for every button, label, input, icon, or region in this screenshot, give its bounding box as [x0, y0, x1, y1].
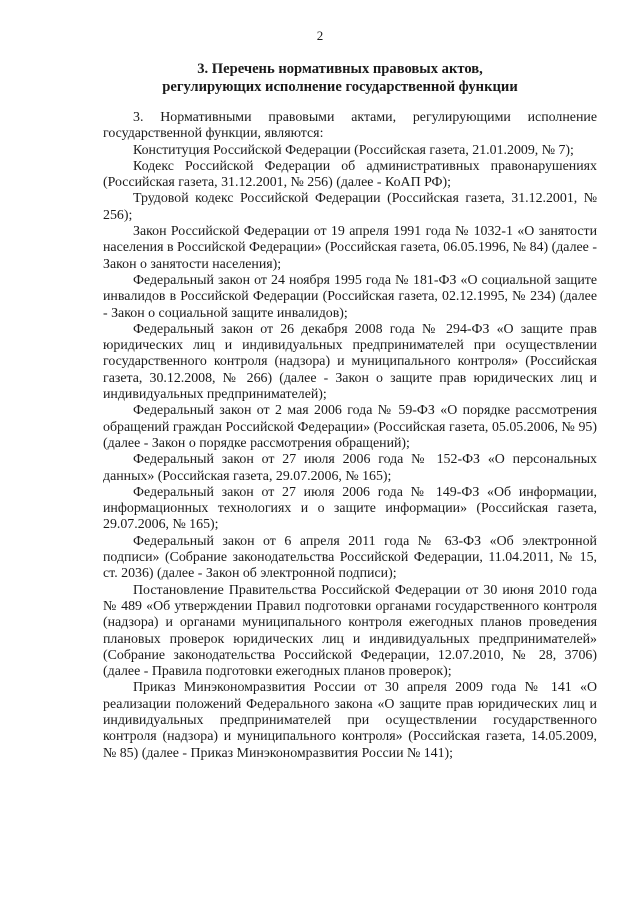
paragraph: 3. Нормативными правовыми актами, регулирующими исполнение государственной функции, являются:: [103, 110, 597, 142]
section-heading-line-1: 3. Перечень нормативных правовых актов,: [197, 61, 483, 77]
section-heading: [80, 60, 600, 96]
paragraph: Федеральный закон от 2 мая 2006 года № 59-ФЗ «О порядке рассмотрения обращений граждан Российской Федерации» (Российская газета, 05.05.2006, № 95) (далее - Закон о порядке рассмотрения обращений);: [103, 403, 597, 451]
paragraph: Постановление Правительства Российской Федерации от 30 июня 2010 года № 489 «Об утверждении Правил подготовки органами государственного контроля (надзора) и органами муниципального контроля ежегодных планов проведения плановых проверок юридических лиц и индивидуальных предпринимателей» (Собрание законодательства Российской Федерации, 12.07.2010, № 28, 3706) (далее - Правила подготовки ежегодных планов проверок);: [103, 582, 597, 680]
paragraph: Федеральный закон от 6 апреля 2011 года № 63-ФЗ «Об электронной подписи» (Собрание законодательства Российской Федерации, 11.04.2011, № 15, ст. 2036) (далее - Закон об электронной подписи);: [103, 533, 597, 582]
paragraph: Федеральный закон от 27 июля 2006 года № 152-ФЗ «О персональных данных» (Российская газета, 29.07.2006, № 165);: [103, 452, 597, 484]
paragraph: Федеральный закон от 24 ноября 1995 года № 181-ФЗ «О социальной защите инвалидов в Российской Федерации (Российская газета, 02.12.1995, № 234) (далее - Закон о социальной защите инвалидов);: [103, 272, 597, 321]
document-body: [103, 110, 597, 762]
paragraph: Приказ Минэкономразвития России от 30 апреля 2009 года № 141 «О реализации положений Федерального закона «О защите прав юридических лиц и индивидуальных предпринимателей при осуществлении государственного контроля (надзора) и муниципального контроля» (Российская газета, 14.05.2009, № 85) (далее - Приказ Минэкономразвития России № 141);: [103, 680, 597, 761]
paragraph: Федеральный закон от 26 декабря 2008 года № 294-ФЗ «О защите прав юридических лиц и индивидуальных предпринимателей при осуществлении государственного контроля (надзора) и муниципального контроля» (Российская газета, 30.12.2008, № 266) (далее - Закон о защите прав юридических лиц и индивидуальных предпринимателей);: [103, 321, 597, 403]
paragraph: Кодекс Российской Федерации об административных правонарушениях (Российская газета, 31.12.2001, № 256) (далее - КоАП РФ);: [103, 158, 597, 191]
paragraph: Трудовой кодекс Российской Федерации (Российская газета, 31.12.2001, № 256);: [103, 191, 597, 223]
paragraph: Федеральный закон от 27 июля 2006 года № 149-ФЗ «Об информации, информационных технологиях и о защите информации» (Российская газета, 29.07.2006, № 165);: [103, 484, 597, 533]
paragraph: Закон Российской Федерации от 19 апреля 1991 года № 1032-1 «О занятости населения в Российской Федерации» (Российская газета, 06.05.1996, № 84) (далее - Закон о занятости населения);: [103, 224, 597, 272]
page-number: 2: [316, 28, 324, 43]
paragraph: Конституция Российской Федерации (Российская газета, 21.01.2009, № 7);: [133, 142, 574, 158]
section-heading-line-2: регулирующих исполнение государственной функции: [162, 79, 518, 95]
